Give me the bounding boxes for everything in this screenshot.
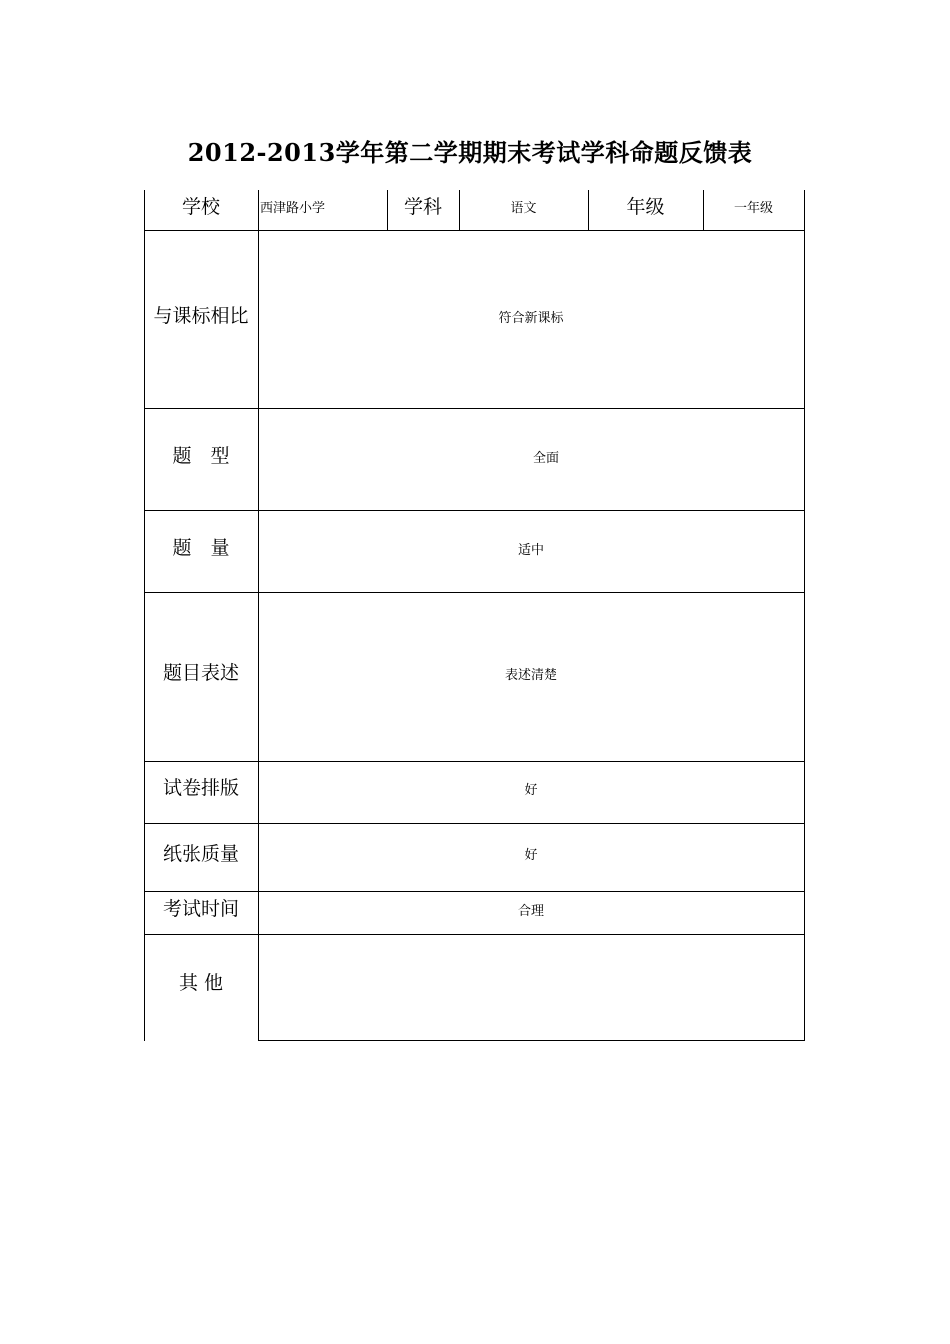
table-rule <box>144 823 805 824</box>
row-value-standard: 符合新课标 <box>498 310 564 326</box>
row-value-paper-quality: 好 <box>524 847 538 863</box>
table-rule <box>144 592 805 593</box>
row-label-paper-quality: 纸张质量 <box>162 842 239 865</box>
row-label-layout: 试卷排版 <box>162 776 239 799</box>
row-value-wording: 表述清楚 <box>504 667 557 683</box>
table-rule <box>144 761 805 762</box>
subject-label: 学科 <box>403 195 442 218</box>
table-rule <box>144 510 805 511</box>
page-title: 2012-2013学年第二学期期末考试学科命题反馈表 <box>187 138 753 167</box>
row-label-exam-time: 考试时间 <box>162 897 239 920</box>
row-label-standard: 与课标相比 <box>153 304 249 327</box>
row-value-question-type: 全面 <box>532 450 559 466</box>
table-rule <box>144 408 805 409</box>
grade-label: 年级 <box>626 195 665 218</box>
table-rule <box>144 934 805 935</box>
row-label-wording: 题目表述 <box>162 661 239 684</box>
row-value-other <box>258 970 804 998</box>
school-label: 学校 <box>181 195 220 218</box>
table-rule <box>258 1040 805 1041</box>
row-value-layout: 好 <box>524 782 538 798</box>
table-rule <box>804 190 805 1041</box>
row-value-question-amount: 适中 <box>517 542 544 558</box>
school-value: 西津路小学 <box>260 200 326 216</box>
row-label-question-amount: 题 量 <box>172 536 230 559</box>
row-label-other: 其 他 <box>178 971 224 994</box>
row-label-question-type: 题 型 <box>172 444 230 467</box>
row-value-exam-time: 合理 <box>517 903 544 919</box>
table-rule <box>144 230 805 231</box>
grade-value: 一年级 <box>733 200 773 216</box>
subject-value: 语文 <box>510 200 537 216</box>
